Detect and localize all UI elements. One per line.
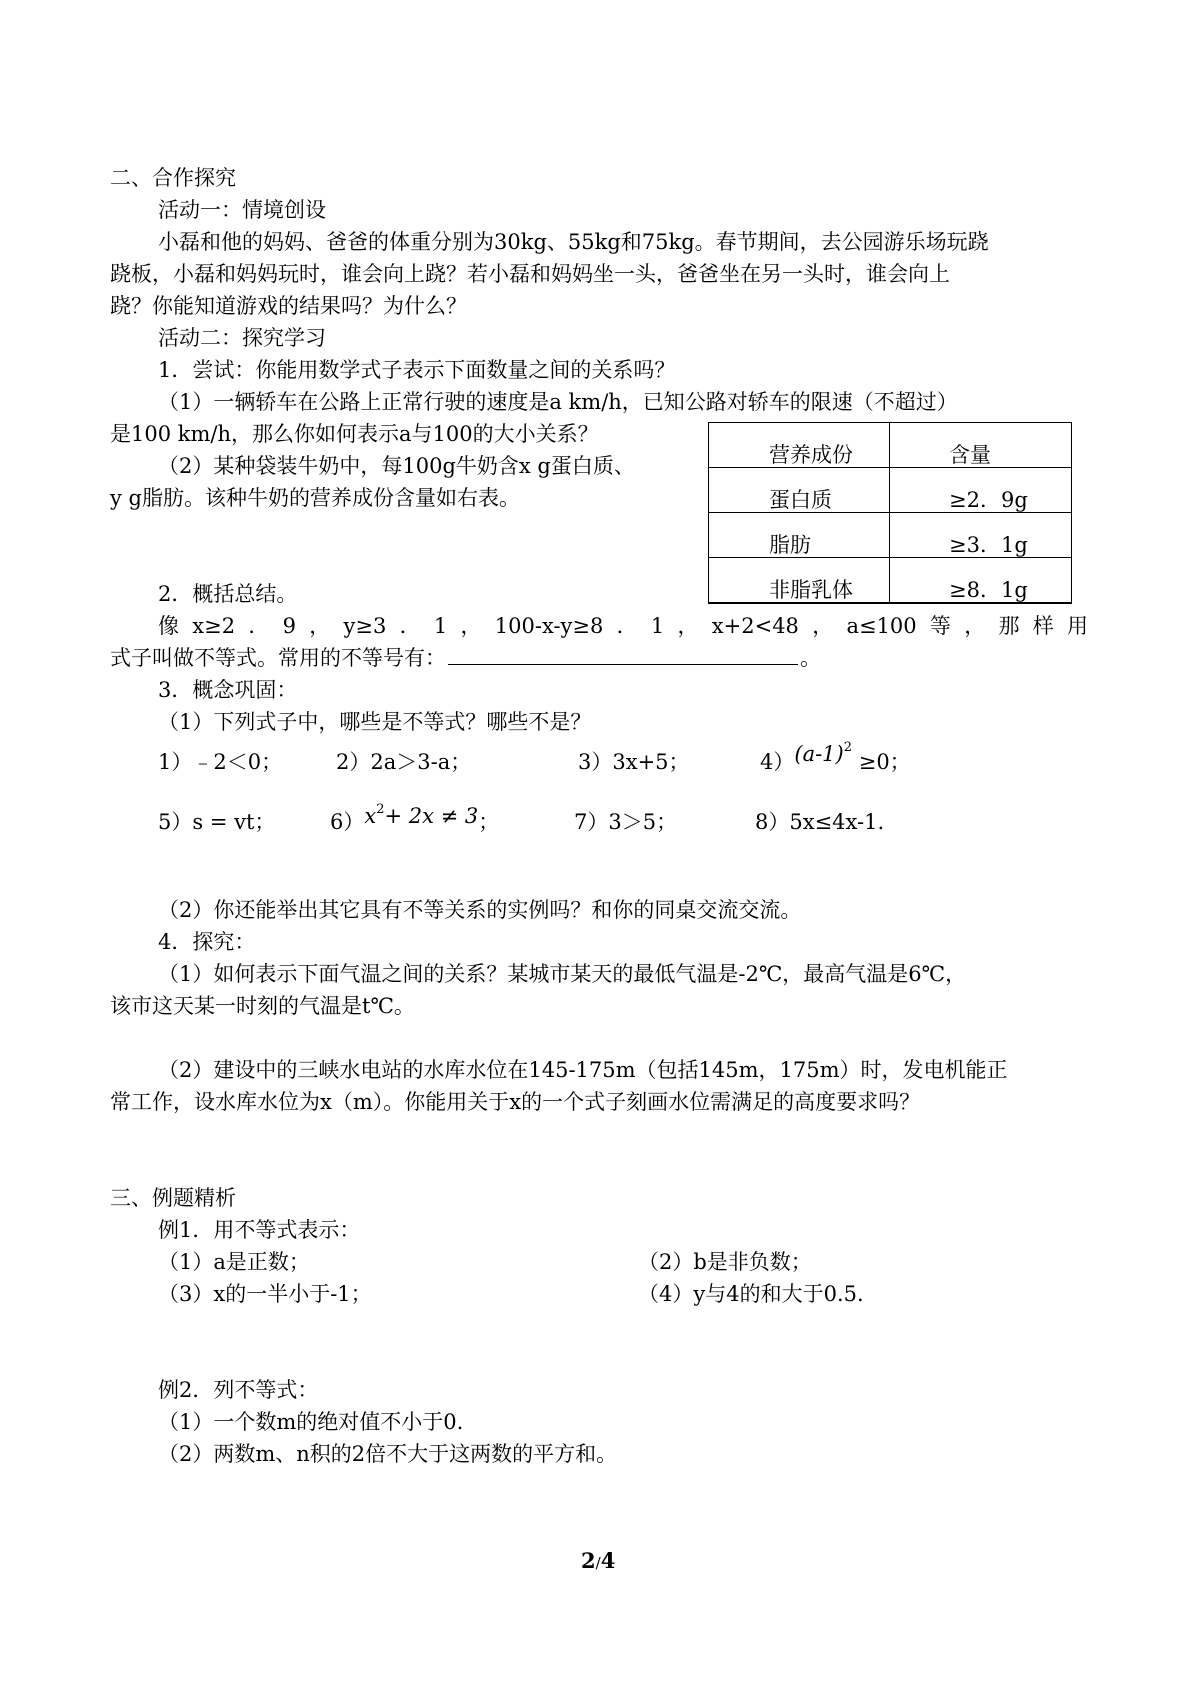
question-1-title: 1．尝试：你能用数学式子表示下面数量之间的关系吗？ [158, 358, 676, 382]
text-fragment: ， [460, 614, 482, 638]
table-row [709, 468, 1071, 513]
text-fragment: 1 [650, 614, 665, 638]
table-cell: ≥8．1g [949, 578, 1028, 602]
text-fragment: ， [964, 614, 986, 638]
text-fragment: 等 [929, 614, 951, 638]
text-fragment: 4） [760, 750, 795, 774]
text-fragment: x≥2 [192, 614, 236, 638]
text-fragment: ； [478, 810, 500, 834]
text-fragment: 式子叫做不等式。常用的不等号有： [110, 646, 446, 670]
section-heading: 二、合作探究 [110, 166, 236, 190]
text-fragment: ≥0； [858, 750, 911, 774]
question-line: （1）如何表示下面气温之间的关系？某城市某天的最低气温是-2℃，最高气温是6℃， [158, 962, 967, 986]
expression-item: 8）5x≤4x-1. [755, 810, 885, 834]
text-fragment [192, 612, 235, 640]
table-cell: ≥3．1g [949, 533, 1028, 557]
example-item: （1）一个数m的绝对值不小于0. [158, 1410, 464, 1434]
text-fragment: ， [309, 614, 331, 638]
question-4-title: 4．探究： [158, 930, 256, 954]
question-line: 该市这天某一时刻的气温是t℃。 [110, 994, 415, 1018]
math-expression: + 2x ≠ 3 [384, 804, 479, 828]
math-base: (a-1) [794, 742, 844, 766]
text-fragment: 100-x-y≥8 [494, 614, 604, 638]
table-cell: 蛋白质 [769, 488, 832, 512]
text-fragment: y≥3 [343, 614, 387, 638]
nutrition-table [708, 422, 1072, 604]
expression-item [760, 740, 911, 780]
expression-item: 5）s = vt； [158, 810, 276, 834]
question-line: （1）一辆轿车在公路上正常行驶的速度是a km/h，已知公路对轿车的限速（不超过） [158, 390, 958, 414]
example-item: （4）y与4的和大于0.5. [638, 1282, 864, 1306]
table-cell: 非脂乳体 [769, 578, 853, 602]
justified-line [158, 612, 1088, 640]
expression-item: 2）2a＞3-a； [336, 750, 472, 774]
example-item: （3）x的一半小于-1； [158, 1282, 372, 1306]
text-fragment: 像 [158, 614, 179, 638]
math-exponent: 2 [376, 802, 385, 817]
question-line: y g脂肪。该种牛奶的营养成份含量如右表。 [110, 486, 520, 510]
text-fragment: ． [399, 614, 421, 638]
text-fragment: ， [812, 614, 834, 638]
example-item: （2）b是非负数； [638, 1250, 812, 1274]
table-cell: 脂肪 [769, 533, 811, 557]
expression-item: 7）3＞5； [574, 810, 678, 834]
paragraph-line: 跷？你能知道游戏的结果吗？为什么？ [110, 294, 467, 318]
text-fragment: ． [248, 614, 270, 638]
table-header-cell: 含量 [949, 443, 991, 467]
paragraph-line: 小磊和他的妈妈、爸爸的体重分别为30kg、55kg和75kg。春节期间，去公园游乐场玩跷 [158, 230, 989, 254]
text-fragment: 那 [998, 614, 1020, 638]
question-3-title: 3．概念巩固： [158, 678, 298, 702]
page-separator: / [595, 1554, 601, 1572]
paragraph-line: 跷板，小磊和妈妈玩时，谁会向上跷？若小磊和妈妈坐一头，爸爸坐在另一头时，谁会向上 [110, 262, 950, 286]
table-divider [889, 423, 890, 603]
example-1-title: 例1．用不等式表示： [158, 1218, 361, 1242]
text-fragment: 样 [1032, 614, 1054, 638]
text-fragment: ， [677, 614, 699, 638]
text-fragment: a≤100 [846, 614, 917, 638]
page-number [581, 1548, 615, 1573]
math-exponent: 2 [843, 740, 853, 755]
text-fragment: 6） [330, 810, 365, 834]
section-heading: 三、例题精析 [110, 1186, 236, 1210]
example-2-title: 例2．列不等式： [158, 1378, 319, 1402]
text-fragment: x+2<48 [711, 614, 799, 638]
table-cell: ≥2．9g [949, 488, 1028, 512]
table-row [709, 513, 1071, 558]
question-line: （2）建设中的三峡水电站的水库水位在145-175m（包括145m，175m）时，发电机能正 [158, 1058, 1008, 1082]
table-header-cell: 营养成份 [769, 443, 853, 467]
activity2-title: 活动二：探究学习 [158, 326, 326, 350]
total-pages: 4 [600, 1548, 616, 1573]
text-fragment: 1 [433, 614, 448, 638]
expression-item: 3）3x+5； [578, 750, 690, 774]
question-2-title: 2．概括总结。 [158, 582, 298, 606]
table-row [709, 558, 1071, 603]
example-item: （1）a是正数； [158, 1250, 310, 1274]
question-line: 是100 km/h，那么你如何表示a与100的大小关系？ [110, 422, 599, 446]
expression-item [330, 802, 500, 840]
current-page: 2 [581, 1548, 596, 1573]
text-fragment: 用 [1066, 614, 1088, 638]
question-line: （1）下列式子中，哪些是不等式？哪些不是？ [158, 710, 592, 734]
answer-blank[interactable] [448, 644, 798, 665]
question-line: （2）你还能举出其它具有不等关系的实例吗？和你的同桌交流交流。 [158, 898, 802, 922]
table-header-row [709, 423, 1071, 468]
text-fragment: ． [616, 614, 638, 638]
expression-item: 1）﹣2＜0； [158, 750, 283, 774]
question-line: 常工作，设水库水位为x（m）。你能用关于x的一个式子刻画水位需满足的高度要求吗？ [110, 1090, 921, 1114]
example-item: （2）两数m、n积的2倍不大于这两数的平方和。 [158, 1442, 618, 1466]
text-fragment: 9 [282, 614, 296, 638]
definition-line [110, 644, 821, 672]
question-line: （2）某种袋装牛奶中，每100g牛奶含x g蛋白质、 [158, 454, 635, 478]
text-fragment: 。 [800, 646, 821, 670]
activity1-title: 活动一：情境创设 [158, 198, 326, 222]
math-base: x [364, 804, 377, 828]
